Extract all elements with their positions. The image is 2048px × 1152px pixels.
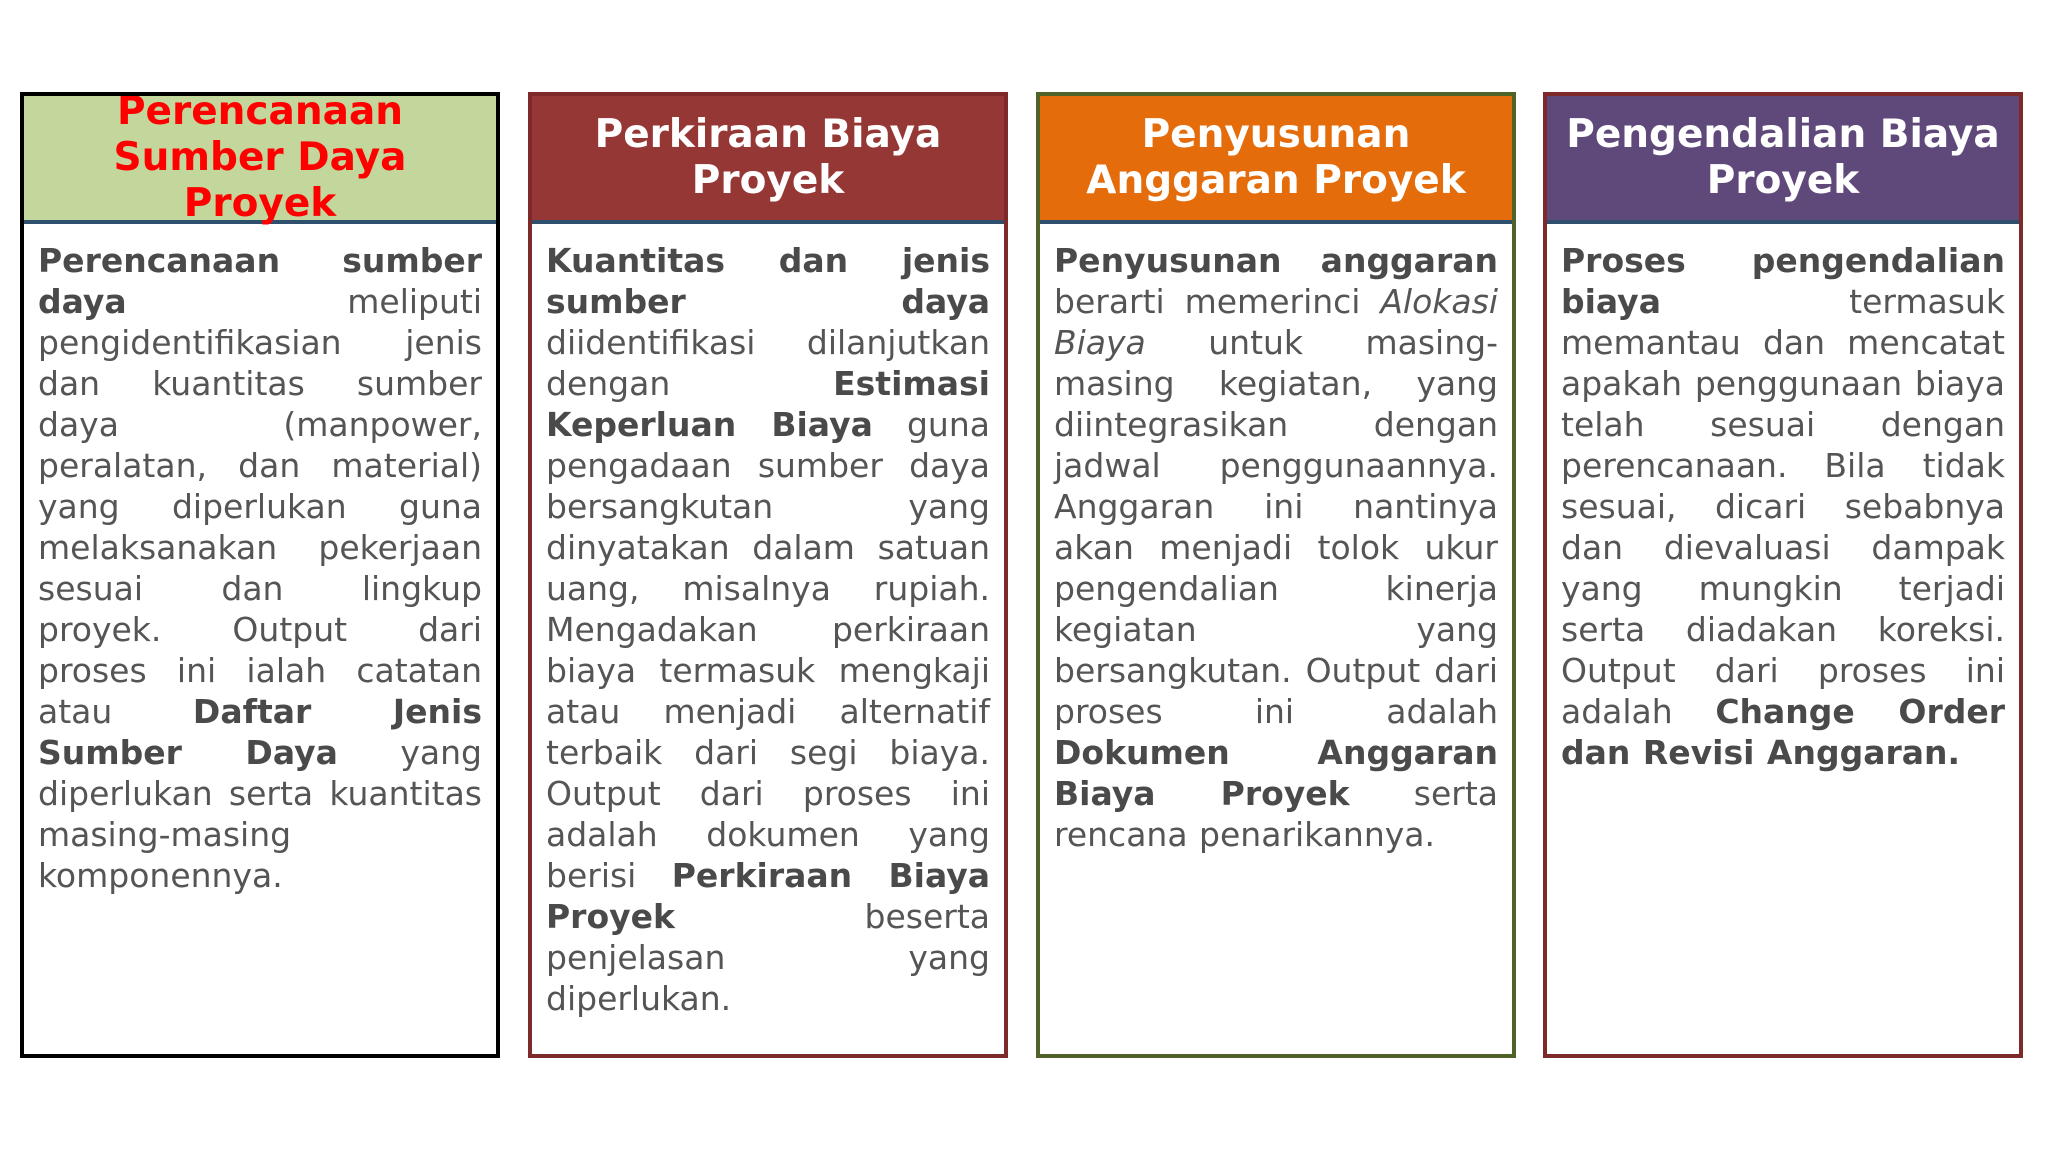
card-title bbox=[34, 92, 486, 227]
card-perencanaan-sumber-daya bbox=[20, 92, 500, 1058]
card-title-line: Penyusunan bbox=[1141, 112, 1411, 157]
card-title-line: Sumber Daya Proyek bbox=[113, 135, 407, 226]
card-header bbox=[532, 96, 1004, 224]
card-body bbox=[532, 224, 1004, 1019]
card-title-line: Perkiraan Biaya bbox=[594, 112, 942, 157]
body-text: berarti memerinci bbox=[1054, 282, 1381, 321]
body-bold-text: Change Order dan Revisi Anggaran. bbox=[1561, 692, 2006, 772]
card-body bbox=[1547, 224, 2019, 773]
card-title bbox=[1566, 112, 2000, 204]
card-title-line: Pengendalian Biaya bbox=[1566, 112, 2000, 157]
body-bold-text: Penyusunan anggaran bbox=[1054, 241, 1498, 280]
body-text: serta rencana penarikannya. bbox=[1054, 774, 1498, 854]
card-body bbox=[24, 224, 496, 896]
card-title bbox=[595, 112, 942, 204]
body-text: diidentifikasi dilanjutkan dengan bbox=[546, 323, 990, 403]
body-bold-text: Perkiraan Biaya Proyek bbox=[546, 856, 991, 936]
card-title-line: Anggaran Proyek bbox=[1086, 158, 1466, 203]
card-pengendalian-biaya bbox=[1543, 92, 2023, 1058]
card-perkiraan-biaya bbox=[528, 92, 1008, 1058]
body-text: yang diperlukan serta kuantitas masing-masing komponennya. bbox=[38, 733, 483, 895]
body-bold-text: Proses pengendalian biaya bbox=[1561, 241, 2005, 321]
body-text: beserta penjelasan yang diperlukan. bbox=[546, 897, 990, 1018]
card-title-line: Perencanaan bbox=[116, 92, 404, 134]
card-header bbox=[1547, 96, 2019, 224]
card-title bbox=[1086, 112, 1465, 204]
body-bold-text: Kuantitas dan jenis sumber daya bbox=[546, 241, 990, 321]
body-text: untuk masing-masing kegiatan, yang diintegrasikan dengan jadwal penggunaannya. Anggaran ini nantinya akan menjadi tolok ukur pengendalian kinerja kegiatan yang bersangkutan. Output dari proses ini adalah bbox=[1054, 323, 1498, 731]
card-title-line: Proyek bbox=[691, 158, 845, 203]
body-bold-text: Estimasi Keperluan Biaya bbox=[546, 364, 990, 444]
body-italic-text: Alokasi Biaya bbox=[1054, 282, 1498, 362]
body-text: termasuk memantau dan mencatat apakah penggunaan biaya telah sesuai dengan perencanaan. Bila tidak sesuai, dicari sebabnya dan dievaluasi dampak yang mungkin terjadi serta diadakan koreksi. Output dari proses ini adalah bbox=[1561, 282, 2005, 731]
card-header bbox=[1040, 96, 1512, 224]
body-text: guna pengadaan sumber daya bersangkutan yang dinyatakan dalam satuan uang, misalnya rupiah. Mengadakan perkiraan biaya termasuk mengkaji atau menjadi alternatif terbaik dari segi biaya. Output dari proses ini adalah dokumen yang berisi bbox=[546, 405, 990, 895]
card-header bbox=[24, 92, 496, 226]
card-penyusunan-anggaran bbox=[1036, 92, 1516, 1058]
body-text: meliputi pengidentifikasian jenis dan kuantitas sumber daya (manpower, peralatan, dan material) yang diperlukan guna melaksanakan pekerjaan sesuai dan lingkup proyek. Output dari proses ini ialah catatan atau bbox=[38, 282, 482, 731]
body-bold-text: Dokumen Anggaran Biaya Proyek bbox=[1054, 733, 1498, 813]
body-bold-text: Perencanaan sumber daya bbox=[38, 241, 482, 321]
card-body bbox=[1040, 224, 1512, 855]
card-title-line: Proyek bbox=[1706, 158, 1860, 203]
body-bold-text: Daftar Jenis Sumber Daya bbox=[38, 692, 482, 772]
